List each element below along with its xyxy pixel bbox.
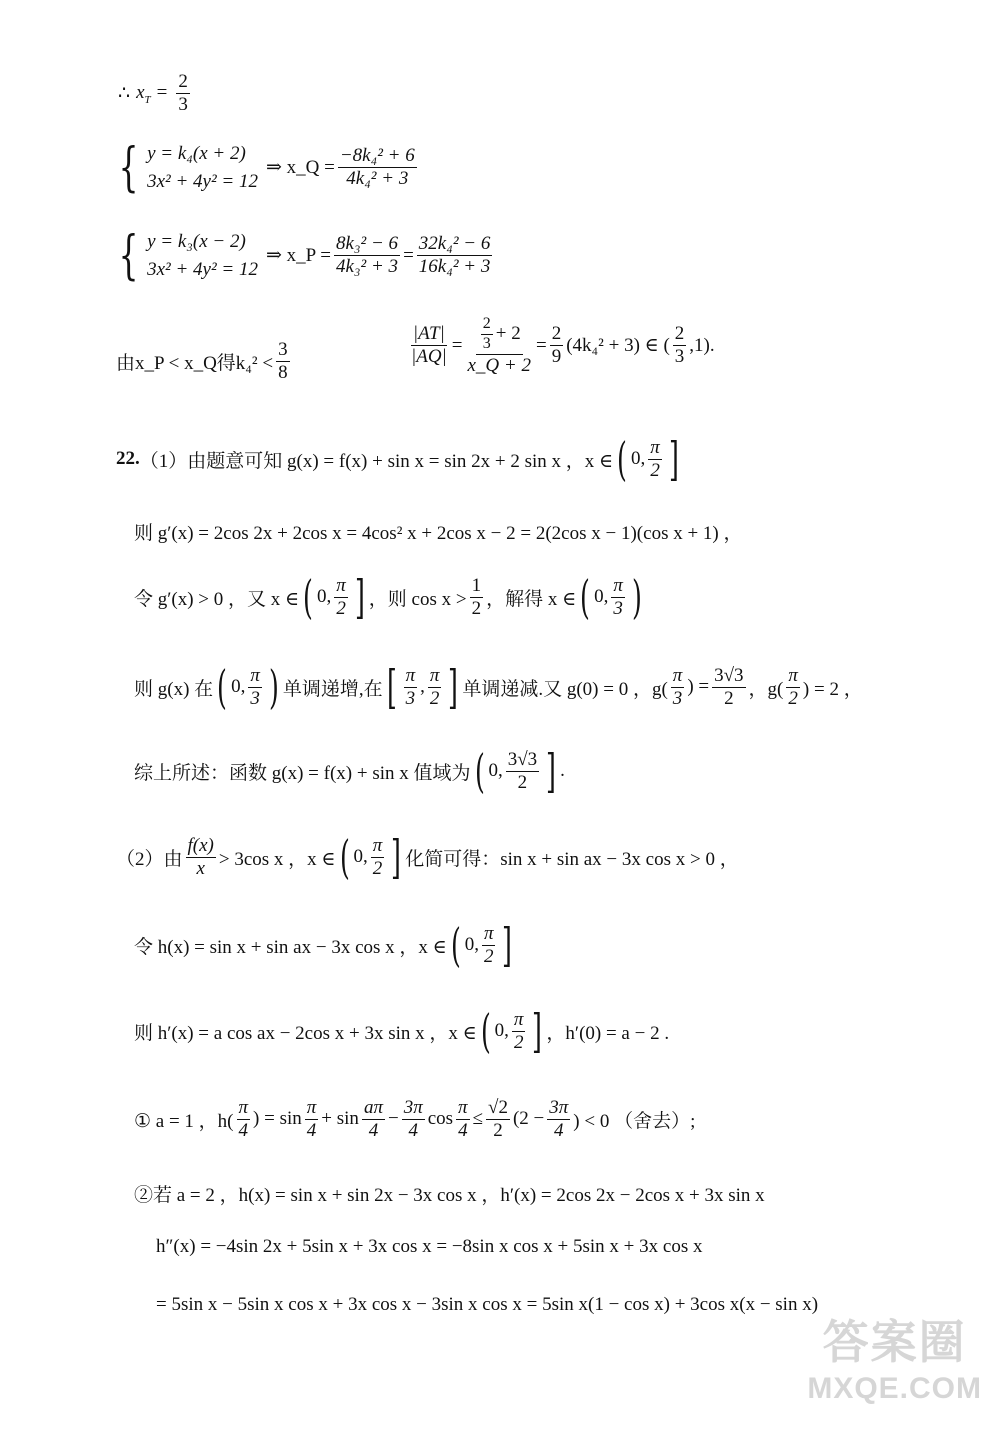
ratio-AT-AQ: $\frac{|AT|}{|AQ|}$ = $\frac{2}{3}$ + 2 x_Q + 2 = $\frac{2}{9}$ (4k₄² + 3) ∈ ( $\frac{2}{3}$ ,1). [411, 315, 715, 376]
condition-k4: 由x_P < x_Q得k₄² < $\frac{3}{8}$ [116, 339, 288, 383]
fraction-xP-1: $\frac{\text{8k₃² − 6}}{\text{4k₃² + 3}}$ [336, 233, 399, 278]
fraction-xQ: $\frac{\text{−8k₄² + 6}}{\text{4k₄² + 3}}$ [339, 145, 415, 190]
g-prime-line: 则 g′(x) = 2cos 2x + 2cos x = 4cos² x + 2cos x − 2 = 2(2cos x − 1)(cos x + 1) ， [134, 523, 743, 544]
fraction-2-9: $\frac{2}{9}$ [551, 323, 562, 368]
watermark-logo: 答案圈 MXQE.COM [807, 1316, 982, 1405]
fraction-AT-AQ: $\frac{|AT|}{|AQ|}$ [411, 323, 447, 368]
line-xT: ∴ $x_T$ = $\frac{2}{3}$ [118, 71, 188, 115]
h-double-prime-line: h″(x) = −4sin 2x + 5sin x + 3x cos x = −8sin x cos x + 5sin x + 3x cos x [156, 1236, 703, 1257]
fraction-3-8: $\frac{3}{8}$ [278, 339, 288, 383]
monotonic-line: 则 g(x) 在 ( 0, $\frac{\pi}{3}$ ) 单调递增,在 [ $\frac{\pi}{3}$ , $\frac{\pi}{2}$ ] 单调递减.又 g(0) = 0 ，g( $\frac{\pi}{3}$ ) = $\frac{3√3}{2}$ ，g( $\frac{\pi}{2}$ ) = 2 ， [134, 660, 863, 714]
g-prime-positive-line: 令 g′(x) > 0 ，又 x ∈ ( 0, $\frac{\pi}{2}$ ] ，则 cos x > $\frac{1}{2}$ ，解得 x ∈ ( 0, $\frac{\pi}{3}$ ) [134, 570, 642, 624]
case-a-equals-1: ① a = 1 ，h( $\frac{\pi}{4}$ ) = sin $\frac{\pi}{4}$ + sin $\frac{a\pi}{4}$ − $\frac{3\pi}{4}$ cos $\frac{\pi}{4}$ ≤ $\frac{√2}{2}$ (2 − $\frac{3\pi}{4}$ ) < 0 （舍去）; [134, 1097, 696, 1141]
h-double-prime-expand-line: = 5sin x − 5sin x cos x + 3x cos x − 3sin x cos x = 5sin x(1 − cos x) + 3cos x(x − sin x) [156, 1294, 819, 1315]
system-k4: { y = k₄(x + 2) 3x² + 4y² = 12 ⇒ x_Q = $\frac{\text{−8k₄² + 6}}{\text{4k₄² + 3}}$ [118, 137, 415, 198]
system-k3: { y = k₃(x − 2) 3x² + 4y² = 12 ⇒ x_P = $\frac{\text{8k₃² − 6}}{\text{4k₃² + 3}}$ = $\frac{\text{32k₄² − 6}}{\text{16k₄² + 3}}$ [118, 225, 491, 286]
range-line: 综上所述：函数 g(x) = f(x) + sin x 值域为 ( 0, $\frac{3√3}{2}$ ] . [134, 744, 565, 798]
fraction-xT: $\frac{2}{3}$ [178, 71, 188, 115]
q22-part1: 22. （1）由题意可知 g(x) = f(x) + sin x = sin 2x + 2 sin x ，x ∈ ( 0, $\frac{\pi}{2}$ ] [116, 432, 679, 486]
case-a-equals-2: ②若 a = 2 ，h(x) = sin x + sin 2x − 3x cos x ，h′(x) = 2cos 2x − 2cos x + 3x sin x [134, 1185, 765, 1206]
fraction-2-3: $\frac{2}{3}$ [674, 323, 685, 368]
q22-part2: （2）由 $\frac{f(x)}{x}$ > 3cos x ，x ∈ ( 0, $\frac{\pi}{2}$ ] 化简可得：sin x + sin ax − 3x cos x > 0 ， [116, 830, 739, 884]
left-brace-icon: { [118, 225, 139, 286]
left-brace-icon: { [118, 137, 139, 198]
fraction-xP-2: $\frac{\text{32k₄² − 6}}{\text{16k₄² + 3}}$ [418, 233, 491, 278]
h-prime-line: 则 h′(x) = a cos ax − 2cos x + 3x sin x ，x ∈ ( 0, $\frac{\pi}{2}$ ] ，h′(0) = a − 2 . [134, 1004, 670, 1058]
h-def-line: 令 h(x) = sin x + sin ax − 3x cos x ，x ∈ ( 0, $\frac{\pi}{2}$ ] [134, 918, 513, 972]
fraction-compound: $\frac{2}{3}$ + 2 x_Q + 2 [467, 315, 531, 376]
